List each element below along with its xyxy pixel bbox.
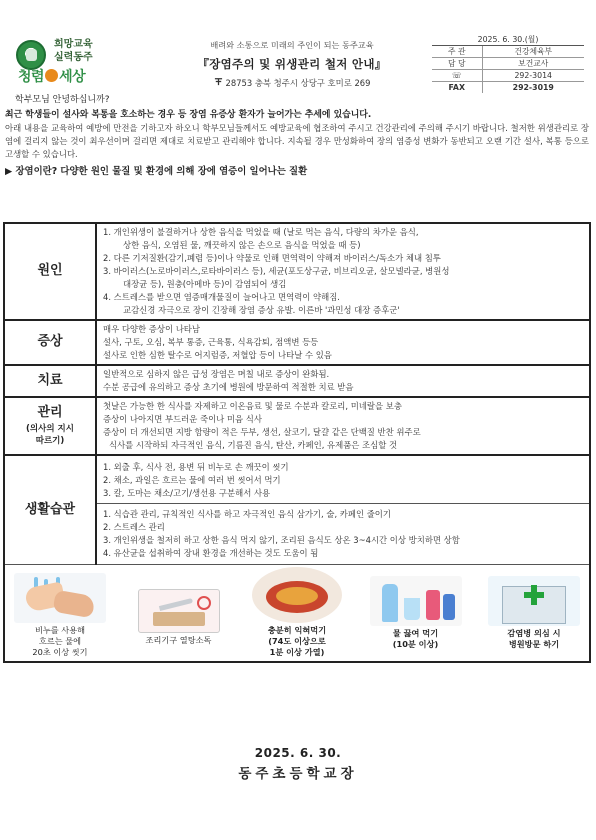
symptom-label: 증상 [4, 320, 96, 365]
picture-caption [268, 625, 326, 657]
management-line: 증상이 더 개선되면 지방 함량이 적은 두부, 생선, 살코기, 달걀 같은 단백질 반찬 위주로 [103, 427, 421, 438]
habit-line: 3. 개인위생을 철저히 하고 상한 음식 먹지 않기, 조리된 음식도 상온 3~4시간 이상 방치하면 상함 [103, 535, 460, 546]
treatment-label: 치료 [4, 365, 96, 397]
cause-line: 3. 바이러스(노로바이러스,로타바이러스 등), 세균(포도상구균, 비브리오균, 살모넬라균, 병원성 [103, 266, 450, 277]
habit-line: 2. 채소, 과일은 흐르는 물에 여러 번 씻어서 먹기 [103, 475, 281, 486]
slogan-line-1: 희망교육 [54, 39, 93, 50]
cooking-tools-illustration-icon [138, 589, 220, 633]
letter-header [12, 6, 584, 93]
school-motto: 배려와 소통으로 미래의 주인이 되는 동주교육 [210, 40, 374, 50]
cause-line: 교감신경 자극으로 장이 긴장해 장염 증상 유발. 이른바 '과민성 대장 증후군' [123, 305, 400, 316]
symptom-line: 설사, 구토, 오심, 복부 통증, 근육통, 식욕감퇴, 점액변 등등 [103, 337, 319, 348]
brand-left: 청렴 [18, 69, 45, 85]
cooked-food-illustration-icon [252, 567, 342, 623]
symptom-line: 설사로 인한 심한 탈수로 어지럼증, 저혈압 등이 나타날 수 있음 [103, 350, 332, 361]
fax-value: 292-3019 [512, 83, 554, 93]
caption-line: (74도 이상으로 [268, 636, 326, 647]
school-slogan [54, 38, 93, 64]
cause-label: 원인 [4, 223, 96, 320]
brand-mark [18, 68, 85, 88]
habits-label: 생활습관 [4, 455, 96, 565]
table-row-cause [4, 223, 590, 320]
picture-item [245, 567, 349, 657]
table-row-management [4, 397, 590, 455]
management-line: 증상이 나아지면 부드러운 죽이나 미음 식사 [103, 414, 262, 425]
management-line: 식사를 시작하되 자극적인 음식, 기름진 음식, 탄산, 카페인, 유제품은 조심할 것 [109, 440, 398, 451]
habit-line: 3. 칼, 도마는 채소/고기/생선용 구분해서 사용 [103, 488, 271, 499]
caption-line: 20초 이상 씻기 [32, 646, 88, 657]
management-sublabel-2: 따르기) [35, 436, 65, 447]
table-row-treatment [4, 365, 590, 397]
treatment-line: 일반적으로 심하지 않은 급성 장염은 며칠 내로 증상이 완화됨. [103, 369, 330, 380]
footer-signature: 동주초등학교장 [238, 766, 358, 783]
habits-group-2 [97, 503, 589, 560]
picture-caption [146, 635, 212, 646]
treatment-content [96, 365, 590, 397]
letter-title-block [152, 40, 432, 90]
document-date: 2025. 6. 30.(월) [432, 34, 584, 46]
symptom-content [96, 320, 590, 365]
school-address [152, 77, 432, 90]
headline: 최근 학생들이 설사와 복통을 호소하는 경우 등 장염 유증상 환자가 늘어가는 추세에 있습니다. [5, 109, 372, 120]
picture-strip [8, 569, 586, 657]
caption-line: 비누를 사용해 [34, 625, 86, 636]
section-title: ▶ 장염이란? 다양한 원인 물질 및 환경에 의해 장에 염증이 일어나는 질환 [5, 166, 308, 178]
cause-line: 4. 스트레스를 받으면 염증매개물질이 늘어나고 면역력이 약해짐. [103, 292, 340, 303]
manager-value: 건강체육부 [482, 46, 584, 58]
caption-line: 물 끓여 먹기 [392, 628, 439, 639]
management-content [96, 397, 590, 455]
page-title: 『장염주의 및 위생관리 철저 안내』 [197, 56, 387, 71]
treatment-line: 수분 공급에 유의하고 증상 초기에 병원에 방문하여 적절한 치료 받음 [103, 382, 354, 393]
pictures-cell [4, 565, 590, 663]
owner-value: 보건교사 [482, 58, 584, 70]
management-sublabel-1: (의사의 지시 [26, 423, 74, 434]
table-row-habits [4, 455, 590, 565]
picture-caption [507, 628, 560, 649]
hospital-illustration-icon [488, 576, 580, 626]
brand-right: 세상 [59, 69, 86, 85]
school-logo-area [12, 36, 142, 88]
caption-line: 1분 이상 가열) [269, 646, 325, 657]
caption-line: 충분히 익혀먹기 [267, 625, 327, 636]
slogan-line-2: 실력동주 [54, 52, 93, 63]
picture-caption [393, 628, 438, 649]
caption-line: 감염병 의심 시 [507, 628, 561, 639]
habit-line: 1. 식습관 관리, 규칙적인 식사를 하고 자극적인 음식 삼가기, 술, 카페인 줄이기 [103, 509, 391, 520]
caption-line: 병원방문 하기 [508, 638, 560, 649]
manager-label: 주 관 [432, 46, 482, 58]
habits-content [96, 455, 590, 565]
table-row-pictures [4, 565, 590, 663]
letter-footer [0, 745, 596, 784]
cause-line: 1. 개인위생이 불결하거나 상한 음식을 먹었을 때 (날로 먹는 음식, 다량의 차가운 음식, [103, 227, 419, 237]
symptom-line: 매우 다양한 증상이 나타남 [103, 324, 200, 335]
greeting: 학부모님 안녕하십니까? [15, 95, 110, 105]
enteritis-info-table [3, 222, 591, 663]
address-text: 28753 충북 청주시 상당구 호미로 269 [225, 77, 371, 88]
drinks-illustration-icon [370, 576, 462, 626]
picture-item [364, 576, 468, 657]
intro-paragraph: 아래 내용을 교육하여 예방에 만전을 기하고자 하오니 학부모님들께서도 예방교육에 협조하여 주시고 건강관리에 주의해 주시기 바랍니다. 철저한 위생관리로 장염에 걸리지 않는 것이 최우선이며 걸리면 제대로 치료받고 관리해야 합니다. 지속될 경우 만성화하여 장의 염증성 변화가 동반되고 오랜 기간 설사, 복통 등으로 고생할 수 있습니다. [5, 123, 589, 160]
letter-intro [5, 94, 589, 179]
cause-line: 대장균 등), 원충(아메바 등)이 감염되어 생김 [123, 279, 287, 290]
document-info-table [432, 34, 584, 93]
handwashing-illustration-icon [14, 573, 106, 623]
phone-icon: ☏ [432, 70, 482, 82]
phone-value: 292-3014 [482, 70, 584, 82]
cause-content [96, 223, 590, 320]
owner-label: 담 당 [432, 58, 482, 70]
postal-icon [214, 77, 223, 86]
picture-item [8, 573, 112, 657]
caption-line: (10분 이상) [392, 638, 439, 649]
picture-item [127, 589, 231, 658]
cause-line: 2. 다른 기저질환(감기,폐렴 등)이나 약물로 인해 면역력이 약해져 바이러스/독소가 체내 침투 [103, 253, 441, 264]
cause-line: 상한 음식, 오염된 물, 깨끗하지 않은 손으로 음식을 먹었을 때 등) [123, 240, 361, 251]
fax-label: FAX [432, 82, 482, 94]
management-line: 첫날은 가능한 한 식사를 자제하고 이온음료 및 물로 수분과 칼로리, 미네랄을 보충 [103, 401, 402, 412]
management-label-cell [4, 397, 96, 455]
caption-line: 조리기구 열탕소독 [145, 634, 212, 645]
caption-line: 흐르는 물에 [38, 636, 82, 647]
habit-line: 4. 유산균을 섭취하여 장내 환경을 개선하는 것도 도움이 됨 [103, 548, 319, 559]
smile-icon [45, 69, 58, 82]
table-row-symptom [4, 320, 590, 365]
school-emblem-icon [16, 40, 46, 70]
habit-line: 1. 외출 후, 식사 전, 용변 뒤 비누로 손 깨끗이 씻기 [103, 462, 289, 473]
footer-date: 2025. 6. 30. [254, 746, 342, 760]
habit-line: 2. 스트레스 관리 [103, 522, 165, 533]
picture-item [482, 576, 586, 657]
picture-caption [32, 625, 87, 657]
management-label: 관리 [37, 405, 63, 421]
